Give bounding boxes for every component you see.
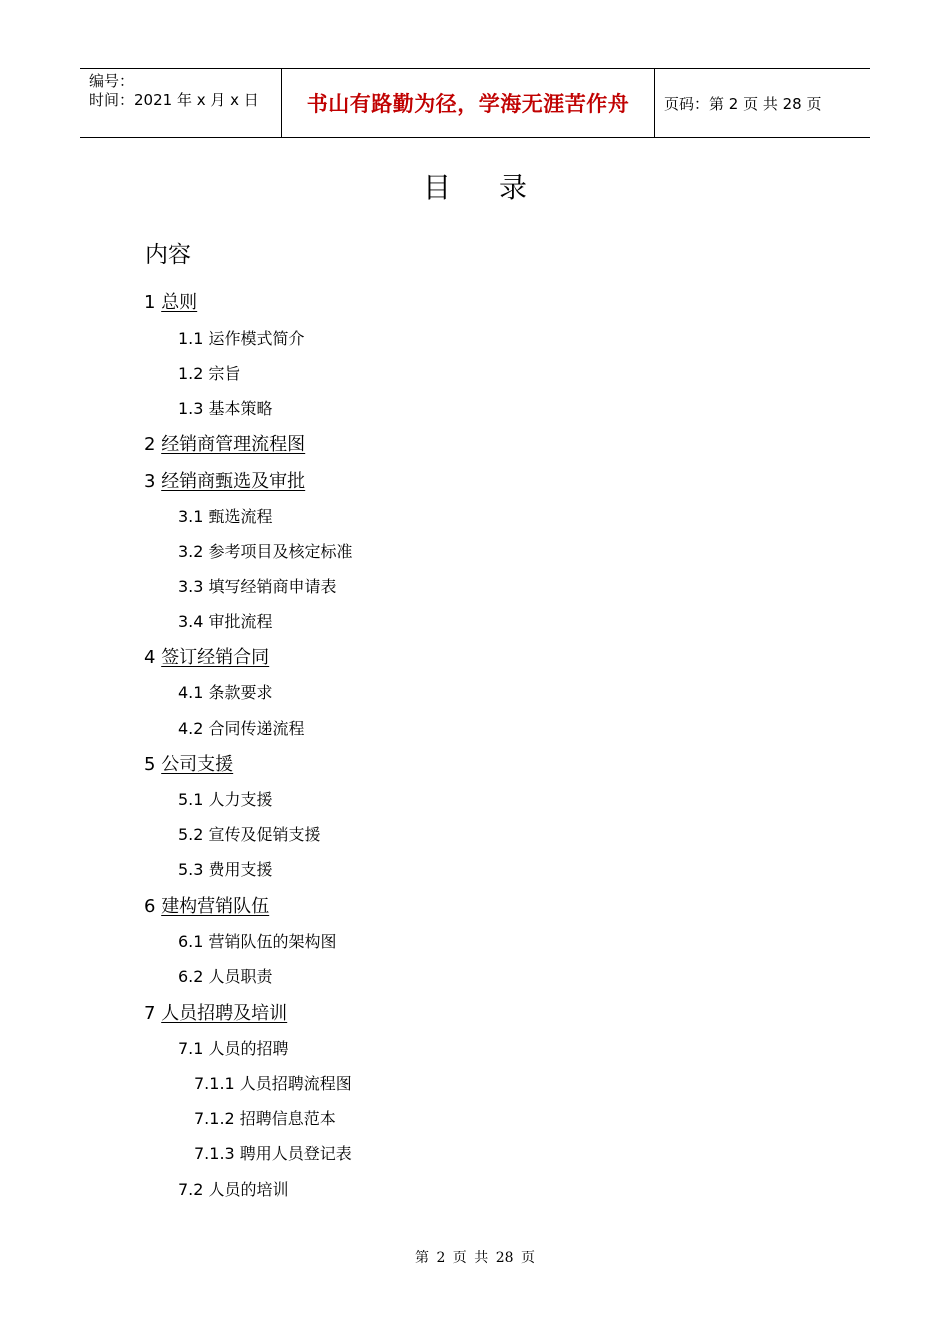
toc-entry-number: 1.2: [178, 364, 209, 383]
toc-entry[interactable]: [178, 857, 273, 880]
toc-entry-number: 7: [144, 1003, 162, 1024]
toc-entry-number: 4.2: [178, 719, 209, 738]
toc-entry-number: 7.1.3: [194, 1144, 240, 1163]
toc-entry[interactable]: [144, 999, 287, 1025]
toc-entry-number: 7.1: [178, 1039, 209, 1058]
toc-entry-title: 基本策略: [208, 399, 273, 418]
slogan: 书山有路勤为径，学海无涯苦作舟: [306, 92, 630, 116]
toc-entry[interactable]: [178, 504, 273, 527]
toc-entry[interactable]: [178, 680, 273, 703]
toc-entry[interactable]: [178, 396, 273, 419]
toc-entry[interactable]: [144, 288, 197, 314]
toc-entry-title: 经销商管理流程图: [161, 434, 306, 455]
toc-entry[interactable]: [178, 539, 353, 562]
toc-entry-title: 参考项目及核定标准: [208, 542, 353, 561]
toc-entry[interactable]: [194, 1141, 352, 1164]
toc-entry-number: 7.1.1: [194, 1074, 240, 1093]
toc-entry-number: 2: [144, 434, 162, 455]
toc-entry[interactable]: [178, 326, 305, 349]
toc-entry[interactable]: [178, 787, 273, 810]
toc-entry-title: 宣传及促销支援: [208, 825, 321, 844]
toc-entry-title: 宗旨: [208, 364, 241, 383]
toc-entry-number: 3: [144, 471, 162, 492]
toc-entry[interactable]: [144, 643, 269, 669]
toc-entry-number: 1.1: [178, 329, 209, 348]
toc-entry-number: 6.2: [178, 967, 209, 986]
toc-entry-title: 填写经销商申请表: [208, 577, 337, 596]
toc-entry-number: 4.1: [178, 683, 209, 702]
toc-entry-number: 3.1: [178, 507, 209, 526]
toc-entry[interactable]: [144, 430, 305, 456]
toc-entry-title: 条款要求: [208, 683, 273, 702]
toc-entry-number: 5.2: [178, 825, 209, 844]
toc-entry[interactable]: [178, 1036, 289, 1059]
page-footer: 第 2 页 共 28 页: [415, 1250, 535, 1266]
toc-entry[interactable]: [178, 964, 273, 987]
header-slogan-cell: [282, 69, 655, 137]
toc-entry-number: 5.1: [178, 790, 209, 809]
toc-entry-title: 人员职责: [208, 967, 273, 986]
toc-entry-title: 人员的培训: [208, 1180, 289, 1199]
toc-entry-title: 招聘信息范本: [239, 1109, 336, 1128]
serial-label: 编号：: [89, 72, 135, 90]
toc-entry-title: 公司支援: [161, 754, 234, 775]
toc-entry-title: 甄选流程: [208, 507, 273, 526]
page-header: [80, 68, 870, 138]
toc-entry-number: 1: [144, 292, 162, 313]
toc-entry-title: 合同传递流程: [208, 719, 305, 738]
toc-entry[interactable]: [194, 1106, 336, 1129]
toc-entry-number: 5.3: [178, 860, 209, 879]
page-info: 页码：第 2 页 共 28 页: [664, 94, 822, 113]
header-meta: [80, 69, 282, 137]
toc-entry-number: 3.2: [178, 542, 209, 561]
toc-entry[interactable]: [144, 750, 233, 776]
toc-entry-title: 营销队伍的架构图: [208, 932, 337, 951]
toc-entry-number: 7.2: [178, 1180, 209, 1199]
toc-entry[interactable]: [194, 1071, 352, 1094]
toc-entry-title: 费用支援: [208, 860, 273, 879]
toc-entry[interactable]: [178, 574, 337, 597]
toc-entry-number: 3.3: [178, 577, 209, 596]
toc-entry-number: 7.1.2: [194, 1109, 240, 1128]
toc-entry-title: 运作模式简介: [208, 329, 305, 348]
toc-entry-number: 6: [144, 896, 162, 917]
toc-entry-title: 审批流程: [208, 612, 273, 631]
date-line: 时间：2021 年 x 月 x 日: [89, 91, 259, 109]
toc-entry-title: 总则: [161, 292, 198, 313]
toc-entry-number: 3.4: [178, 612, 209, 631]
toc-entry-title: 人员招聘及培训: [161, 1003, 288, 1024]
toc-entry[interactable]: [178, 609, 273, 632]
toc-entry-title: 人员招聘流程图: [239, 1074, 352, 1093]
toc-entry-number: 1.3: [178, 399, 209, 418]
toc-entry[interactable]: [178, 361, 241, 384]
toc-entry-number: 5: [144, 754, 162, 775]
toc-entry-number: 6.1: [178, 932, 209, 951]
header-page-info-cell: [655, 69, 870, 137]
toc-entry[interactable]: [178, 822, 321, 845]
toc-entry[interactable]: [144, 892, 269, 918]
toc-entry-title: 经销商甄选及审批: [161, 471, 306, 492]
toc-entry[interactable]: [178, 716, 305, 739]
content-heading: 内容: [145, 242, 191, 268]
toc-entry-title: 人员的招聘: [208, 1039, 289, 1058]
toc-entry-title: 人力支援: [208, 790, 273, 809]
toc-entry[interactable]: [178, 929, 337, 952]
toc-entry[interactable]: [178, 1177, 289, 1200]
toc-entry-number: 4: [144, 647, 162, 668]
toc-entry-title: 签订经销合同: [161, 647, 270, 668]
toc-entry[interactable]: [144, 467, 305, 493]
toc-title: 目录: [422, 171, 575, 204]
toc-entry-title: 建构营销队伍: [161, 896, 270, 917]
toc-entry-title: 聘用人员登记表: [239, 1144, 352, 1163]
